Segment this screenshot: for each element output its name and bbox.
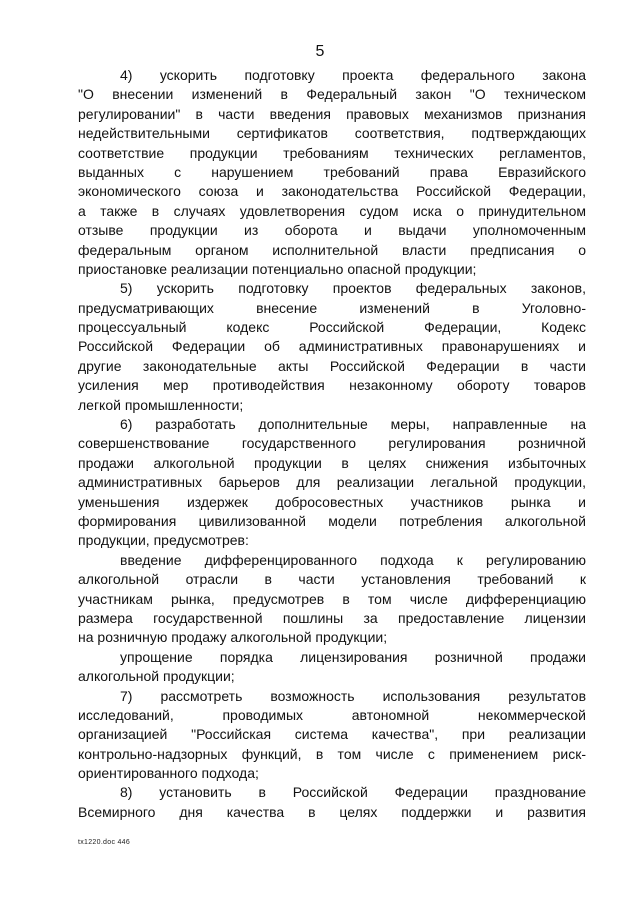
text-line: продукции, предусмотрев: [78, 532, 249, 549]
text-line: 6) разработать дополнительные меры, направленные на [120, 416, 586, 433]
text-line: легкой промышленности; [78, 396, 244, 413]
text-line: федеральным органом исполнительной власти предписания о [78, 241, 586, 258]
text-line: исследований, проводимых автономной некоммерческой [78, 706, 586, 723]
text-line: а также в случаях удовлетворения судом иска о принудительном [78, 202, 586, 219]
text-line: алкогольной отрасли в части установления требований к [78, 571, 586, 588]
text-line: продажи алкогольной продукции в целях снижения избыточных [78, 454, 586, 471]
text-line: Всемирного дня качества в целях поддержки и развития [78, 803, 586, 820]
text-line: размера государственной пошлины за предоставление лицензии [78, 609, 586, 626]
text-line: формирования цивилизованной модели потребления алкогольной [78, 512, 586, 529]
text-line: уменьшения издержек добросовестных участников рынка и [78, 493, 586, 510]
text-line: выданных с нарушением требований права Евразийского [78, 163, 586, 180]
text-line: усиления мер противодействия незаконному обороту товаров [78, 377, 586, 394]
text-line: Российской Федерации об административных правонарушениях и [78, 338, 586, 355]
text-line: недействительными сертификатов соответствия, подтверждающих [78, 125, 586, 142]
text-line: ориентированного подхода; [78, 765, 259, 782]
text-line: экономического союза и законодательства Российской Федерации, [78, 183, 586, 200]
text-line: административных барьеров для реализации легальной продукции, [78, 474, 586, 491]
text-line: совершенствование государственного регулирования розничной [78, 435, 586, 452]
text-line: введение дифференцированного подхода к регулированию [120, 551, 586, 568]
document-body [78, 66, 586, 822]
page-number: 5 [315, 43, 325, 60]
text-line: на розничную продажу алкогольной продукции; [78, 629, 388, 646]
text-line: упрощение порядка лицензирования розничной продажи [120, 648, 586, 665]
text-line: приостановке реализации потенциально опасной продукции; [78, 260, 477, 277]
text-line: регулировании" в части введения правовых механизмов признания [78, 105, 586, 122]
text-line: 7) рассмотреть возможность использования результатов [120, 687, 586, 704]
text-line: контрольно-надзорных функций, в том числе с применением риск- [78, 745, 586, 762]
text-line: организацией "Российская система качества", при реализации [78, 726, 586, 743]
text-line: соответствие продукции требованиям технических регламентов, [78, 144, 586, 161]
text-line: 5) ускорить подготовку проектов федеральных законов, [120, 280, 586, 297]
text-line: участникам рынка, предусмотрев в том числе дифференциацию [78, 590, 586, 607]
text-line: "О внесении изменений в Федеральный закон "О техническом [78, 86, 586, 103]
text-line: процессуальный кодекс Российской Федерации, Кодекс [78, 319, 586, 336]
text-line: другие законодательные акты Российской Федерации в части [78, 357, 586, 374]
text-line: 8) установить в Российской Федерации празднование [120, 784, 586, 801]
text-line: алкогольной продукции; [78, 668, 235, 685]
text-line: отзыве продукции из оборота и выдачи уполномоченным [78, 222, 586, 239]
file-footer: tx1220.doc 446 [78, 839, 131, 846]
text-line: предусматривающих внесение изменений в Уголовно- [78, 299, 586, 316]
text-line: 4) ускорить подготовку проекта федерального закона [120, 67, 586, 83]
